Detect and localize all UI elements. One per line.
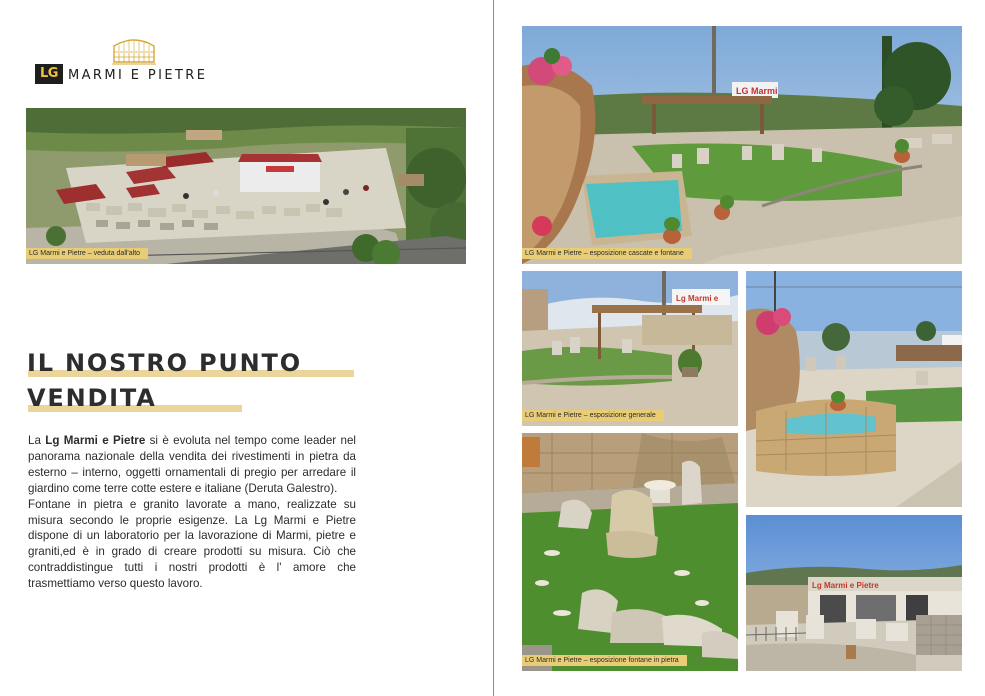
storefront-sign: Lg Marmi e Pietre <box>812 581 879 590</box>
fountain-wall-photo-image <box>746 271 962 507</box>
body-paragraph-1 <box>28 433 356 497</box>
svg-text:Lg Marmi e: Lg Marmi e <box>676 294 719 303</box>
aerial-photo-caption: LG Marmi e Pietre – veduta dall'alto <box>26 248 148 259</box>
svg-text:LG Marmi: LG Marmi <box>736 86 778 96</box>
stone-fountains-photo <box>522 433 738 671</box>
storefront-photo <box>746 515 962 671</box>
general-exhibition-photo-image <box>522 271 738 426</box>
body-p1-rest: si è evoluta nel tempo come leader nel panorama nazionale della vendita dei rivestimenti in pietra da esterno – interno, oggetti ornamentali di pregio per arredare il giardino come terre cotte estere e italiane (Deruta Galestro). <box>28 434 356 495</box>
waterfall-photo <box>522 26 962 264</box>
aerial-photo <box>26 108 466 264</box>
page-divider <box>493 0 494 696</box>
general-exhibition-caption: LG Marmi e Pietre – esposizione generale <box>522 410 664 421</box>
logo-mark: LG <box>35 64 63 84</box>
brand-logo <box>35 34 235 90</box>
colosseum-logo-icon <box>110 34 158 66</box>
page-title-line-1: IL NOSTRO PUNTO <box>27 349 302 377</box>
fountain-wall-photo <box>746 271 962 507</box>
stone-fountains-photo-image <box>522 433 738 671</box>
body-text <box>28 433 356 592</box>
page-title-line-2: VENDITA <box>27 384 157 412</box>
body-p1-prefix: La <box>28 434 46 447</box>
stone-fountains-caption: LG Marmi e Pietre – esposizione fontane in pietra <box>522 655 687 666</box>
body-brand-name: Lg Marmi e Pietre <box>45 434 146 447</box>
brand-name: MARMI E PIETRE <box>68 68 208 83</box>
waterfall-photo-image <box>522 26 962 264</box>
body-paragraph-2: Fontane in pietra e granito lavorate a mano, realizzate su misura secondo le proprie esigenze. La Lg Marmi e Pietre dispone di un laboratorio per la lavorazione di Marmi, pietre e graniti,ed è in grado di creare prodotti su misura. Ciò che contraddistingue tutti i nostri prodotti è l' amore che trasmettiamo verso questo lavoro. <box>28 497 356 591</box>
general-exhibition-photo <box>522 271 738 426</box>
storefront-photo-image <box>746 515 962 671</box>
aerial-photo-image <box>26 108 466 264</box>
waterfall-photo-caption: LG Marmi e Pietre – esposizione cascate e fontane <box>522 248 692 259</box>
